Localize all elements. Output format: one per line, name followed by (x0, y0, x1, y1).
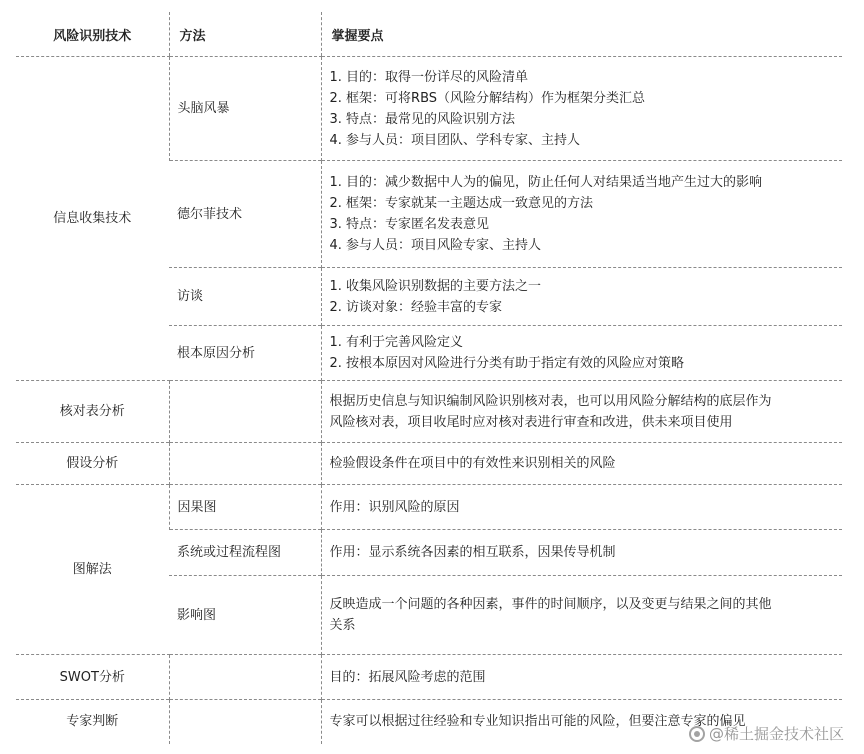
method-empty (169, 381, 321, 443)
method-empty (169, 443, 321, 485)
table-row (16, 443, 842, 485)
point: 风险核对表，项目收尾时应对核对表进行审查和改进，供未来项目使用 (329, 414, 733, 430)
table-row (16, 655, 842, 700)
point: 3. 特点：专家匿名发表意见 (329, 217, 490, 232)
key-points (321, 443, 842, 485)
point: 根据历史信息与知识编制风险识别核对表，也可以用风险分解结构的底层作为 (329, 393, 772, 409)
header-technique: 风险识别技术 (16, 12, 169, 57)
key-points (321, 161, 842, 268)
key-points (321, 57, 842, 161)
watermark (689, 723, 844, 744)
method-flowchart: 系统或过程流程图 (169, 530, 321, 576)
point: 1. 收集风险识别数据的主要方法之一 (329, 278, 542, 294)
point: 反映造成一个问题的各种因素，事件的时间顺序，以及变更与结果之间的其他 (329, 597, 772, 612)
point: 检验假设条件在项目中的有效性来识别相关的风险 (329, 456, 616, 471)
method-interview: 访谈 (169, 268, 321, 326)
point: 目的：拓展风险考虑的范围 (329, 669, 486, 685)
key-points (321, 655, 842, 700)
table-row (16, 381, 842, 443)
method-empty (169, 700, 321, 744)
point: 关系 (329, 618, 356, 633)
method-empty (169, 655, 321, 700)
category-diagramming: 图解法 (16, 485, 169, 655)
point: 作用：显示系统各因素的相互联系，因果传导机制 (329, 545, 616, 560)
point: 4. 参与人员：项目风险专家、主持人 (329, 238, 542, 253)
point: 2. 框架：专家就某一主题达成一致意见的方法 (329, 196, 594, 211)
point: 专家可以根据过往经验和专业知识指出可能的风险，但要注意专家的偏见 (329, 714, 746, 730)
category-info-gathering: 信息收集技术 (16, 57, 169, 381)
point: 3. 特点：最常见的风险识别方法 (329, 111, 516, 127)
table-row (16, 57, 842, 161)
point: 2. 访谈对象：经验丰富的专家 (329, 299, 503, 315)
key-points (321, 268, 842, 326)
method-brainstorming: 头脑风暴 (169, 57, 321, 161)
key-points (321, 485, 842, 530)
point: 2. 按根本原因对风险进行分类有助于指定有效的风险应对策略 (329, 356, 685, 371)
point: 1. 目的：减少数据中人为的偏见，防止任何人对结果适当地产生过大的影响 (329, 175, 763, 190)
point: 1. 目的：取得一份详尽的风险清单 (329, 69, 529, 85)
point: 2. 框架：可将RBS（风险分解结构）作为框架分类汇总 (329, 90, 646, 106)
point: 4. 参与人员：项目团队、学科专家、主持人 (329, 132, 581, 148)
key-points (321, 576, 842, 655)
key-points (321, 326, 842, 381)
category-expert-judgment: 专家判断 (16, 700, 169, 744)
method-influence: 影响图 (169, 576, 321, 655)
table-row (16, 485, 842, 530)
point: 1. 有利于完善风险定义 (329, 335, 464, 350)
category-assumption: 假设分析 (16, 443, 169, 485)
point: 作用：识别风险的原因 (329, 499, 460, 515)
juejin-logo-icon (689, 726, 705, 742)
method-cause-effect: 因果图 (169, 485, 321, 530)
category-checklist: 核对表分析 (16, 381, 169, 443)
method-root-cause: 根本原因分析 (169, 326, 321, 381)
method-delphi: 德尔菲技术 (169, 161, 321, 268)
header-row (16, 12, 842, 57)
category-swot: SWOT分析 (16, 655, 169, 700)
key-points (321, 381, 842, 443)
header-key-points: 掌握要点 (321, 12, 842, 57)
risk-identification-table (16, 12, 842, 744)
key-points (321, 530, 842, 576)
header-method: 方法 (169, 12, 321, 57)
watermark-text: @稀土掘金技术社区 (708, 725, 844, 743)
